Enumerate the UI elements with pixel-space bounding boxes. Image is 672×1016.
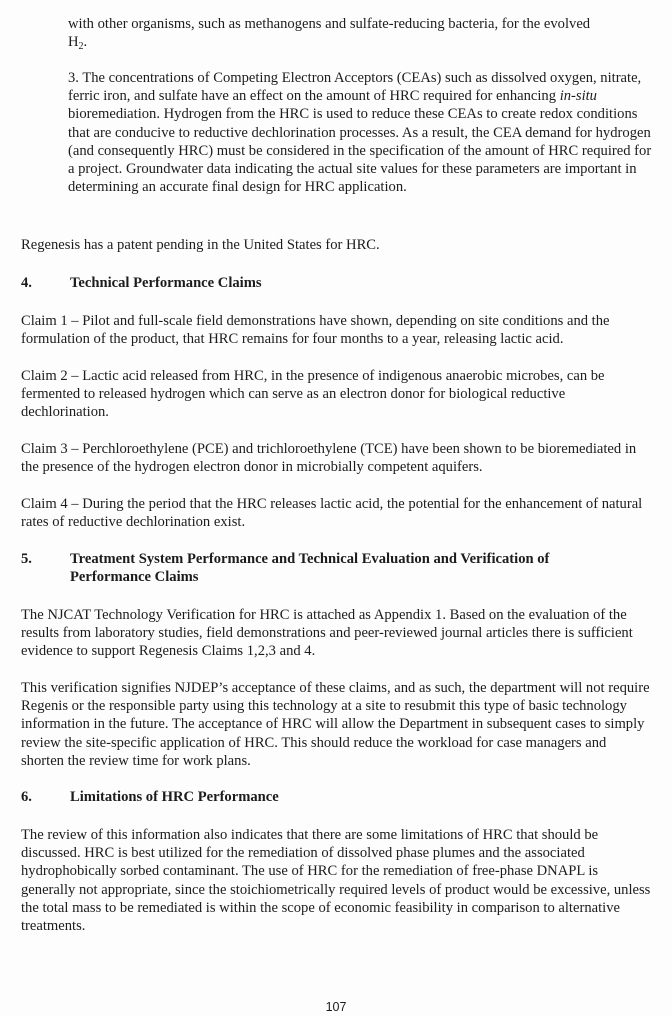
continuation-paragraph	[68, 15, 658, 51]
claim-2-paragraph: Claim 2 – Lactic acid released from HRC, in the presence of indigenous anaerobic microbes, can be fermented to released hydrogen which can serve as an electron donor for biological reductive dechlorination.	[21, 368, 605, 421]
section-title: Technical Performance Claims	[70, 275, 262, 291]
in-situ-italic: in-situ	[559, 88, 597, 105]
section-number: 4.	[21, 275, 32, 291]
claim-4-paragraph: Claim 4 – During the period that the HRC releases lactic acid, the potential for the enhancement of natural rates of reductive dechlorination exist.	[21, 496, 643, 531]
njdep-acceptance-paragraph: This verification signifies NJDEP’s acceptance of these claims, and as such, the department will not require Regenis or the responsible party using this technology at a site to resubmit this type of basic technology information in the future. The acceptance of HRC will allow the Department in subsequent cases to simply review the site-specific application of HRC. This should reduce the workload for case managers and shorten the review time for work plans.	[21, 680, 650, 769]
section-number: 5.	[21, 551, 32, 567]
njcat-verification-paragraph: The NJCAT Technology Verification for HRC is attached as Appendix 1. Based on the evaluation of the results from laboratory studies, field demonstrations and peer-reviewed journal articles there is sufficient evidence to support Regenesis Claims 1,2,3 and 4.	[21, 607, 633, 660]
item-3-paragraph: 3. The concentrations of Competing Electron Acceptors (CEAs) such as dissolved oxygen, nitrate, ferric iron, and sulfate have an effect on the amount of HRC required for enhancing in-situ bioremediation. Hydrogen from the HRC is used to reduce these CEAs to create redox conditions that are conducive to reductive dechlorination processes. As a result, the CEA demand for hydrogen (and consequently HRC) must be considered in the specification of the amount of HRC required for a project. Groundwater data indicating the actual site values for these parameters are important in determining an accurate final design for HRC application.	[68, 70, 652, 196]
section-number: 6.	[21, 789, 32, 805]
patent-note: Regenesis has a patent pending in the United States for HRC.	[21, 237, 380, 253]
section-title: Treatment System Performance and Technical Evaluation and Verification of Performance Claims	[70, 551, 550, 586]
page-number: 107	[325, 1000, 347, 1014]
h2-formula: $H_2$.	[68, 34, 88, 53]
limitations-paragraph: The review of this information also indicates that there are some limitations of HRC that should be discussed. HRC is best utilized for the remediation of dissolved phase plumes and the associated hydrophobically sorbed contaminant. The use of HRC for the remediation of free-phase DNAPL is generally not appropriate, since the stoichiometrically required levels of product would be excessive, unless the total mass to be remediated is within the scope of economic feasibility in comparison to alternative treatments.	[21, 827, 651, 935]
claim-1-paragraph: Claim 1 – Pilot and full-scale field demonstrations have shown, depending on site conditions and the formulation of the product, that HRC remains for four months to a year, releasing lactic acid.	[21, 313, 610, 348]
claim-3-paragraph: Claim 3 – Perchloroethylene (PCE) and trichloroethylene (TCE) have been shown to be bioremediated in the presence of the hydrogen electron donor in microbially competent aquifers.	[21, 441, 637, 476]
section-title: Limitations of HRC Performance	[70, 789, 279, 805]
continuation-text: with other organisms, such as methanogens and sulfate-reducing bacteria, for the evolved	[68, 16, 591, 32]
